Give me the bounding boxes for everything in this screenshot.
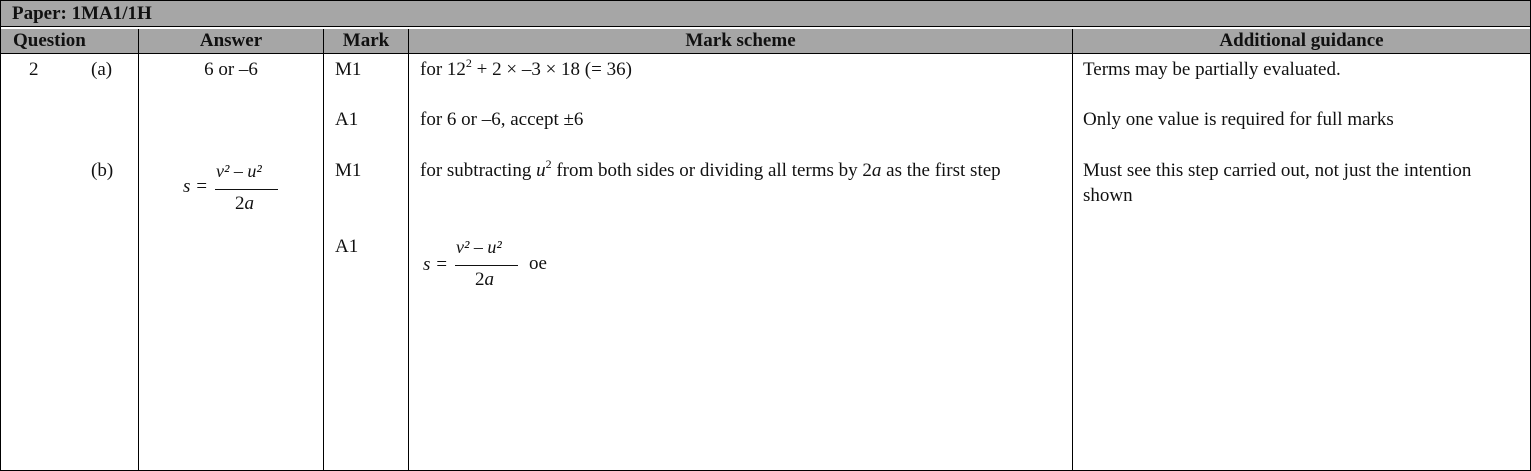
mark-b-1: M1 [335,160,362,181]
denominator-number: 2 [475,269,485,290]
answer-b-formula [183,159,283,221]
formula-lhs: s = [423,254,448,275]
scheme-a-1-before: for 12 [420,59,466,80]
guidance-b-1: Must see this step carried out, not just the intention shown [1083,160,1472,206]
formula-denominator [235,193,254,215]
header-mark-scheme: Mark scheme [685,30,796,51]
guidance-a-1: Terms may be partially evaluated. [1083,59,1341,80]
header-mark: Mark [342,30,390,51]
header-question: Question [13,30,86,51]
column-divider [408,29,409,470]
part-label-b: (b) [91,160,114,181]
formula-denominator [475,269,494,291]
denominator-number: 2 [235,193,245,214]
fraction-bar [215,189,278,190]
part-label-a: (a) [91,59,113,80]
column-divider [323,29,324,470]
denominator-variable: a [244,193,254,214]
scheme-b-1-pre: for subtracting [420,160,537,181]
formula-lhs: s = [183,176,208,197]
header-answer: Answer [199,30,263,51]
column-divider [1072,29,1073,470]
column-divider [138,29,139,470]
formula-suffix: oe [529,253,547,274]
header-additional-guidance: Additional guidance [1219,30,1384,51]
answer-a: 6 or –6 [204,59,258,80]
fraction-bar [455,265,518,266]
formula-numerator: v² – u² [216,161,262,181]
scheme-b-1-mid: from both sides or dividing all terms by 2 [551,160,872,181]
scheme-b-2-formula [423,235,563,297]
guidance-a-2: Only one value is required for full marks [1083,109,1394,130]
paper-title: Paper: 1MA1/1H [1,1,1530,27]
mark-a-1: M1 [335,59,362,80]
scheme-a-1 [420,57,632,82]
mark-a-2: A1 [335,109,359,130]
scheme-a-1-sup: 2 [465,56,472,70]
question-number: 2 [29,59,39,80]
scheme-b-1-var: u [536,160,546,181]
scheme-b-1 [420,158,1060,183]
scheme-b-1-sup: 2 [545,157,552,171]
denominator-variable: a [484,269,494,290]
mark-b-2: A1 [335,236,359,257]
scheme-b-1-post: as the first step [881,160,1001,181]
column-header-row [1,29,1530,54]
scheme-a-1-after: + 2 × –3 × 18 (= 36) [471,59,632,80]
formula-numerator: v² – u² [456,237,502,257]
scheme-b-1-var2: a [871,160,882,181]
scheme-a-2: for 6 or –6, accept ±6 [420,109,584,130]
